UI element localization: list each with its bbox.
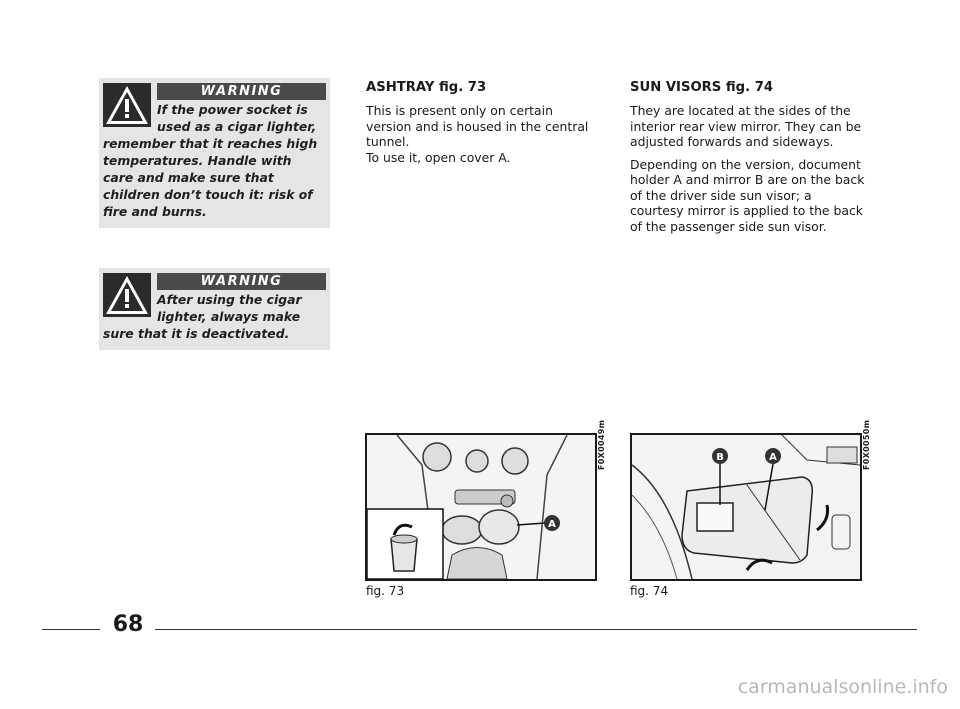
warning-label: WARNING <box>157 273 326 290</box>
figure-73-label-a: A <box>548 519 556 530</box>
warning-text: After using the cigar lighter, always make sure that it is deactivated. <box>103 292 302 341</box>
footer-rule-left <box>42 629 100 630</box>
figure-74-label-b: B <box>716 452 724 463</box>
warning-text: If the power socket is used as a cigar lighter, remember that it reaches high temperatures. Handle with care and make sure that children don’t touch it: risk of fire and burns. <box>103 102 318 219</box>
page-number: 68 <box>106 612 150 637</box>
figure-74-code: F0X0050m <box>862 419 871 470</box>
figure-74-sun-visor-illustration <box>630 433 862 581</box>
sun-visors-section <box>630 80 865 241</box>
footer-rule-right <box>155 629 917 630</box>
sun-visors-heading: SUN VISORS fig. 74 <box>630 80 774 95</box>
sun-visors-paragraph-2: Depending on the version, document holder A and mirror B are on the back of the driver side sun visor; a courtesy mirror is applied to the back of the passenger side sun visor. <box>630 156 865 234</box>
ashtray-instruction: To use it, open cover A. <box>366 149 511 165</box>
warning-box-power-socket <box>99 78 330 228</box>
figure-74-caption: fig. 74 <box>630 584 669 598</box>
ashtray-heading: ASHTRAY fig. 73 <box>366 80 487 95</box>
warning-box-cigar-lighter <box>99 268 330 350</box>
figure-74-label-a: A <box>769 452 777 463</box>
sun-visors-paragraph-1: They are located at the sides of the interior rear view mirror. They can be adjusted forwards and sideways. <box>630 103 862 149</box>
warning-label: WARNING <box>157 83 326 100</box>
figure-73-code: F0X0049m <box>597 419 606 470</box>
watermark-text: carmanualsonline.info <box>737 676 948 698</box>
ashtray-paragraph: This is present only on certain version and is housed in the central tunnel. <box>366 103 589 149</box>
figure-73-caption: fig. 73 <box>366 584 405 598</box>
ashtray-section <box>366 80 601 172</box>
figure-73-ashtray-illustration <box>365 433 597 581</box>
